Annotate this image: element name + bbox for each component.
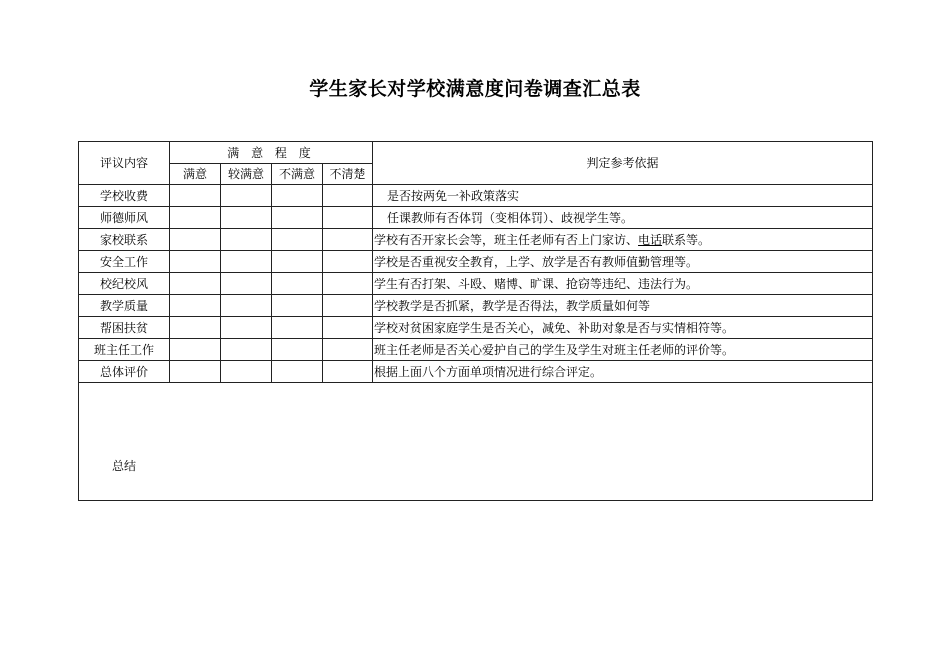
survey-table [78, 141, 873, 501]
header-level-fairly-satisfied: 较满意 [221, 164, 272, 185]
rating-cell[interactable] [170, 185, 221, 207]
row-item: 帮困扶贫 [79, 317, 170, 339]
table-row [79, 185, 873, 207]
header-level-unclear: 不清楚 [323, 164, 373, 185]
rating-cell[interactable] [272, 317, 323, 339]
table-row [79, 207, 873, 229]
rating-cell[interactable] [323, 251, 373, 273]
basis-text: 联系等。 [662, 232, 711, 247]
table-row [79, 251, 873, 273]
rating-cell[interactable] [272, 251, 323, 273]
table-row [79, 317, 873, 339]
rating-cell[interactable] [272, 207, 323, 229]
rating-cell[interactable] [170, 295, 221, 317]
summary-cell[interactable] [79, 383, 873, 501]
rating-cell[interactable] [272, 229, 323, 251]
rating-cell[interactable] [170, 207, 221, 229]
rating-cell[interactable] [170, 273, 221, 295]
rating-cell[interactable] [221, 229, 272, 251]
header-basis: 判定参考依据 [373, 142, 873, 185]
rating-cell[interactable] [221, 251, 272, 273]
table-row [79, 295, 873, 317]
row-item: 校纪校风 [79, 273, 170, 295]
row-basis: 学校教学是否抓紧，教学是否得法，教学质量如何等 [373, 295, 873, 317]
summary-row [79, 383, 873, 501]
row-item: 班主任工作 [79, 339, 170, 361]
rating-cell[interactable] [323, 339, 373, 361]
rating-cell[interactable] [170, 317, 221, 339]
rating-cell[interactable] [272, 273, 323, 295]
rating-cell[interactable] [272, 295, 323, 317]
row-item: 学校收费 [79, 185, 170, 207]
row-item: 安全工作 [79, 251, 170, 273]
rating-cell[interactable] [272, 339, 323, 361]
rating-cell[interactable] [323, 361, 373, 383]
rating-cell[interactable] [221, 185, 272, 207]
rating-cell[interactable] [170, 251, 221, 273]
row-basis [373, 229, 873, 251]
basis-text: 学校有否开家长会等，班主任老师有否上门家访、 [374, 232, 639, 247]
row-item: 教学质量 [79, 295, 170, 317]
table-row [79, 273, 873, 295]
rating-cell[interactable] [221, 273, 272, 295]
rating-cell[interactable] [323, 295, 373, 317]
row-basis: 任课教师有否体罚（变相体罚）、歧视学生等。 [373, 207, 873, 229]
row-item: 师德师风 [79, 207, 170, 229]
rating-cell[interactable] [221, 207, 272, 229]
row-basis: 学生有否打架、斗殴、赌博、旷课、抢窃等违纪、违法行为。 [373, 273, 873, 295]
header-satisfaction-degree: 满 意 程 度 [170, 142, 373, 164]
row-item: 总体评价 [79, 361, 170, 383]
summary-label: 总结 [112, 458, 137, 473]
header-level-unsatisfied: 不满意 [272, 164, 323, 185]
table-row [79, 361, 873, 383]
header-item: 评议内容 [79, 142, 170, 185]
row-basis: 学校是否重视安全教育，上学、放学是否有教师值勤管理等。 [373, 251, 873, 273]
rating-cell[interactable] [221, 317, 272, 339]
rating-cell[interactable] [221, 295, 272, 317]
rating-cell[interactable] [323, 273, 373, 295]
rating-cell[interactable] [272, 361, 323, 383]
table-row [79, 229, 873, 251]
rating-cell[interactable] [221, 361, 272, 383]
rating-cell[interactable] [323, 229, 373, 251]
rating-cell[interactable] [323, 317, 373, 339]
row-basis: 学校对贫困家庭学生是否关心，减免、补助对象是否与实情相符等。 [373, 317, 873, 339]
rating-cell[interactable] [323, 207, 373, 229]
rating-cell[interactable] [170, 339, 221, 361]
phone-link[interactable]: 电话 [638, 232, 663, 247]
table-row [79, 339, 873, 361]
rating-cell[interactable] [323, 185, 373, 207]
rating-cell[interactable] [170, 361, 221, 383]
row-item: 家校联系 [79, 229, 170, 251]
rating-cell[interactable] [170, 229, 221, 251]
row-basis: 班主任老师是否关心爱护自己的学生及学生对班主任老师的评价等。 [373, 339, 873, 361]
rating-cell[interactable] [221, 339, 272, 361]
row-basis: 是否按两免一补政策落实 [373, 185, 873, 207]
page-title: 学生家长对学校满意度问卷调查汇总表 [309, 78, 641, 100]
row-basis: 根据上面八个方面单项情况进行综合评定。 [373, 361, 873, 383]
header-level-satisfied: 满意 [170, 164, 221, 185]
rating-cell[interactable] [272, 185, 323, 207]
